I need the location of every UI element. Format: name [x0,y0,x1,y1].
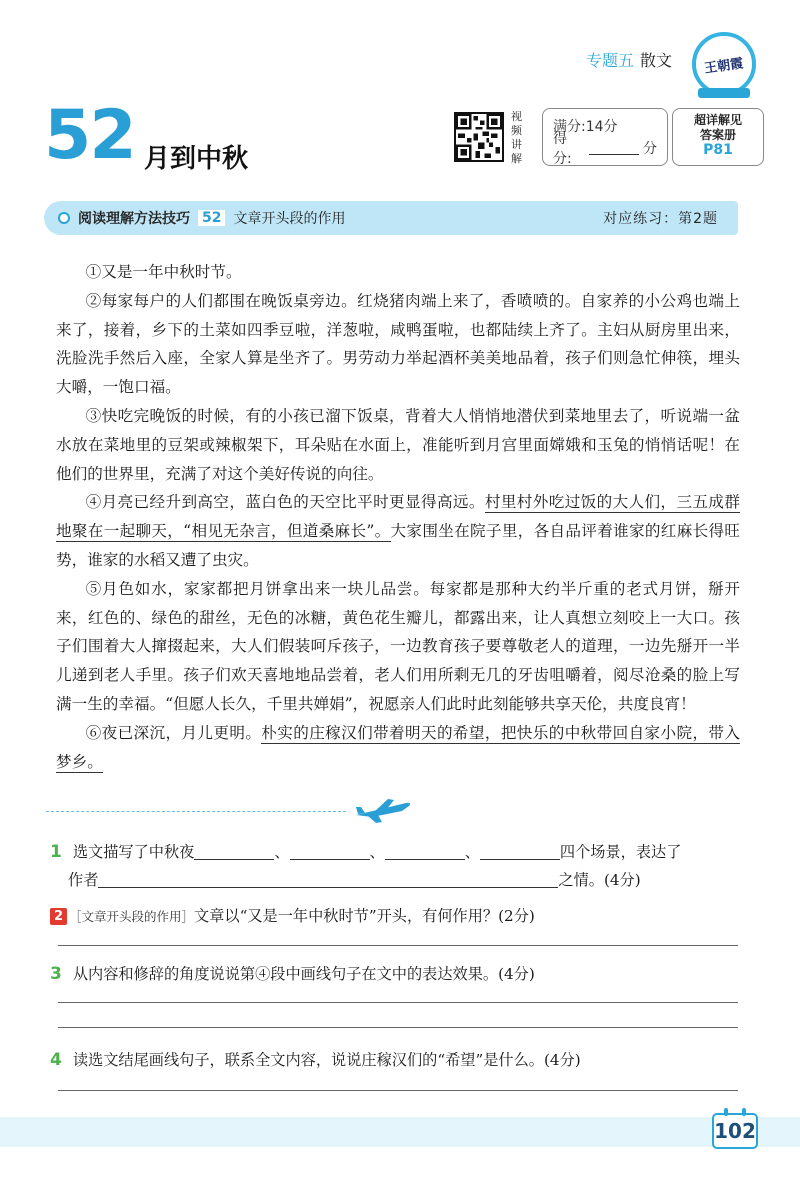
paragraph-1: ①又是一年中秋时节。 [85,263,242,281]
question-3 [50,960,740,988]
question-tag: ［文章开头段的作用］ [69,909,195,924]
paragraph-4-text-end: 大家围坐在院子里，各自品评着谁家的红麻长得旺势，谁家的水稻又遭了虫灾。 [56,522,740,569]
lesson-number: 52 [44,96,135,175]
score-got-label: 得分: [553,131,572,167]
score-got [553,131,657,167]
bullet-icon [58,212,70,224]
question-text: 四个场景，表达了 [559,843,682,861]
tip-topic: 文章开头段的作用 [233,211,346,227]
question-number: 1 [50,842,62,862]
question-1 [50,838,740,866]
paragraph-6-text: ⑥夜已深沉，月儿更明。 [85,723,262,742]
page-number: 102 [712,1113,758,1149]
paragraph-2: ②每家每户的人们都围在晚饭桌旁边。红烧猪肉端上来了，香喷喷的。自家养的小公鸡也端上来了，接着，乡下的土菜如四季豆啦，洋葱啦，咸鸭蛋啦，也都陆续上齐了。主妇从厨房里出来，洗脸洗手然后入座，全家人算是坐齐了。男劳动力举起酒杯美美地品着，孩子们则急忙伸筷，埋头大嚼，一饱口福。 [56,291,740,397]
answer-blank[interactable] [480,844,560,860]
answer-blank[interactable] [290,844,370,860]
answer-page: P81 [703,142,733,158]
question-text: 之情。(4分) [558,871,641,889]
logo-text: 王朝霞 [703,55,745,77]
questions [50,838,740,1091]
answer-line2: 答案册 [699,128,736,142]
question-4 [50,1046,740,1074]
method-tip-bar [44,201,738,235]
answer-blank[interactable] [194,844,274,860]
question-1-cont [50,866,740,894]
answer-line[interactable] [58,1027,738,1028]
lesson-title: 月到中秋 [144,144,249,174]
tip-practice: 对应练习：第2题 [603,211,718,227]
qr-code-icon[interactable] [454,112,504,162]
airplane-icon [352,795,412,825]
answer-reference [672,108,764,166]
question-text: 从内容和修辞的角度说说第④段中画线句子在文中的表达效果。(4分) [72,965,535,983]
separator: 、 [369,843,385,861]
question-text: 选文描写了中秋夜 [72,843,195,861]
answer-line[interactable] [58,1002,738,1003]
paragraph-4 [56,488,740,574]
question-number: 4 [50,1050,62,1070]
topic-label: 专题五 [585,51,634,70]
paragraph-4-text: ④月亮已经升到高空，蓝白色的天空比平时更显得高远。 [85,493,485,512]
logo-ribbon [698,88,750,98]
answer-blank[interactable] [98,872,558,888]
score-full: 满分:14分 [553,119,618,135]
section-divider [46,811,346,812]
separator: 、 [464,843,480,861]
publisher-logo [692,32,756,96]
question-2 [50,902,740,931]
question-text: 文章以“又是一年中秋时节”开头，有何作用？(2分) [194,907,535,925]
underlined-sentence-6: 朴实的庄稼汉们带着明天的希望，把快乐的中秋带回自家小院，带入梦乡。 [56,723,740,771]
answer-line1: 超详解见 [693,113,742,127]
score-box [542,108,668,166]
category-label: 散文 [639,51,672,70]
question-text: 读选文结尾画线句子，联系全文内容，说说庄稼汉们的“希望”是什么。(4分) [72,1051,581,1069]
tip-number: 52 [198,210,225,226]
underlined-sentence-4: 村里村外吃过饭的大人们，三五成群地聚在一起聊天，“相见无杂言，但道桑麻长”。 [56,493,740,541]
score-got-unit: 分 [643,141,657,157]
paragraph-3: ③快吃完晚饭的时候，有的小孩已溜下饭桌，背着大人悄悄地潜伏到菜地里去了，听说端一盆水放在菜地里的豆架或辣椒架下，耳朵贴在水面上，准能听到月宫里面嫦娥和玉兔的悄悄话呢！在他们的世界里，充满了对这个美好传说的向往。 [56,406,740,483]
video-label: 视频讲解 [511,110,522,165]
paragraph-6 [56,719,740,777]
paragraph-5: ⑤月色如水，家家都把月饼拿出来一块儿品尝。每家都是那种大约半斤重的老式月饼，掰开来，红色的、绿色的甜丝，无色的冰糖，黄色花生瓣儿，都露出来，让人真想立刻咬上一大口。孩子们围着大人撺掇起来，大人们假装呵斥孩子，一边教育孩子要尊敬老人的道理，一边先掰开一半儿递到老人手里。孩子们欢天喜地地品尝着，老人们用所剩无几的牙齿咀嚼着，阅尽沧桑的脸上写满一生的幸福。“但愿人长久，千里共婵娟”，祝愿亲人们此时此刻能够共享天伦，共度良宵！ [56,579,740,713]
answer-line[interactable] [58,1090,738,1091]
section-label [586,48,672,71]
question-number: 3 [50,964,62,984]
answer-line[interactable] [58,945,738,946]
passage [56,258,740,776]
answer-blank[interactable] [385,844,465,860]
tip-label: 阅读理解方法技巧 [78,211,190,227]
footer-band [0,1117,800,1147]
separator: 、 [274,843,290,861]
score-blank[interactable] [589,141,639,155]
question-number-highlight: 2 [50,908,67,925]
question-text: 作者 [68,871,99,889]
